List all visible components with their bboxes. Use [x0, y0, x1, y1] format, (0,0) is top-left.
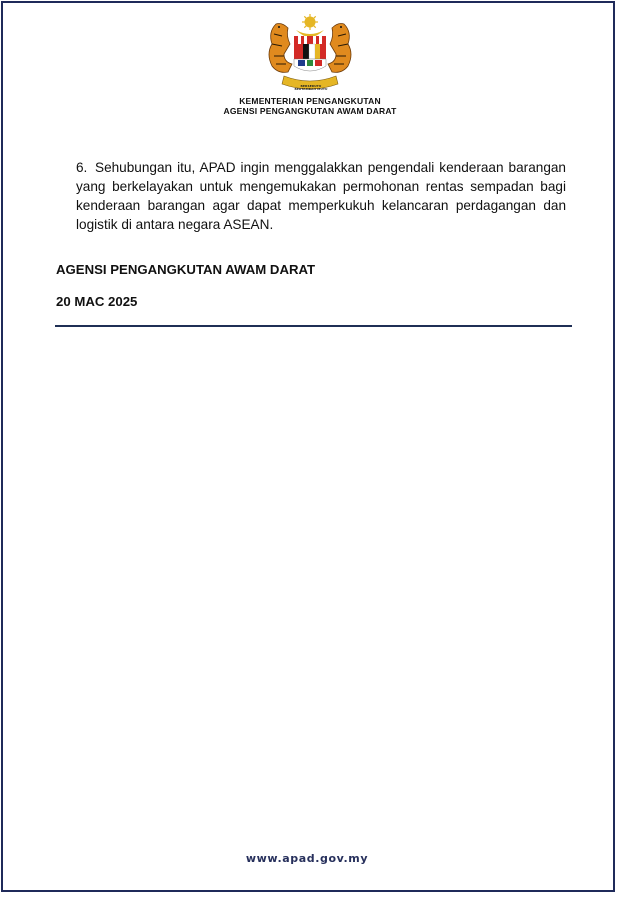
tiger-left-icon — [269, 24, 292, 73]
paragraph-number: 6. — [76, 160, 88, 175]
website-link[interactable]: www.apad.gov.my — [245, 852, 369, 865]
coat-of-arms-logo — [258, 14, 362, 94]
shield-icon — [294, 36, 326, 71]
crest-motto — [290, 85, 332, 92]
page-border — [1, 1, 615, 892]
star-icon — [302, 14, 318, 30]
tiger-right-icon — [328, 24, 351, 73]
divider — [55, 325, 572, 327]
paragraph-6 — [76, 158, 566, 234]
crest-motto-top: BERSEKUTU — [300, 84, 322, 88]
paragraph-text — [76, 158, 566, 234]
crest-motto-bottom: BERTAMBAH MUTU — [294, 87, 328, 92]
paragraph-line: yang berkelayakan untuk mengemukakan permohonan rentas sempadan bagi — [76, 179, 566, 194]
signoff-agency: AGENSI PENGANGKUTAN AWAM DARAT — [56, 262, 316, 277]
paragraph-line: logistik di antara negara ASEAN. — [76, 217, 274, 232]
paragraph-line: Sehubungan itu, APAD ingin menggalakkan pengendali kenderaan barangan — [95, 160, 566, 175]
signoff-date: 20 MAC 2025 — [56, 294, 138, 309]
letterhead — [160, 96, 460, 116]
ministry-name: KEMENTERIAN PENGANGKUTAN — [239, 96, 381, 106]
paragraph-line: kenderaan barangan agar dapat memperkukuh kelancaran perdagangan dan — [76, 198, 566, 213]
agency-name: AGENSI PENGANGKUTAN AWAM DARAT — [223, 106, 397, 116]
